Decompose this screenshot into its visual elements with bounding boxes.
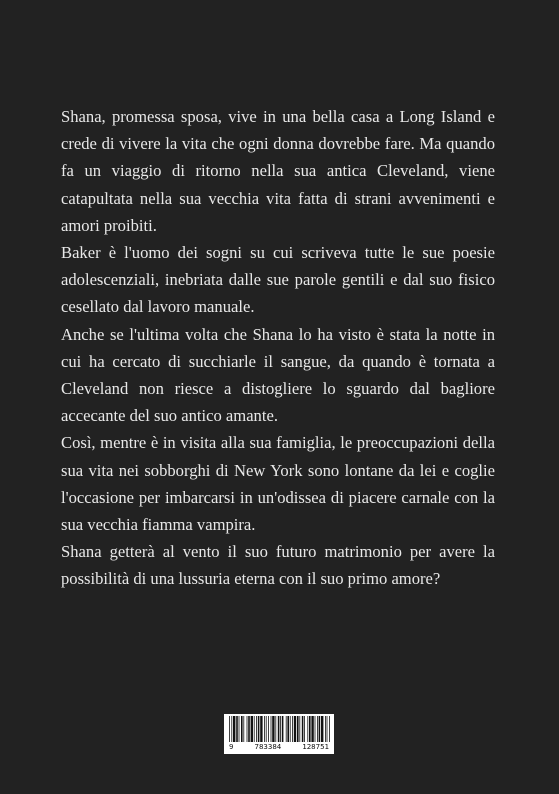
barcode-bar xyxy=(294,716,296,742)
blurb-paragraph-4: Così, mentre è in visita alla sua famiglia, le preoccupazioni della sua vita nei sobborghi di New York sono lontane da lei e coglie l'occasione per imbarcarsi in un'odissea di piacere carnale con la sua vecchia fiamma vampira. xyxy=(61,433,495,535)
barcode-bars xyxy=(227,716,331,742)
barcode-bar xyxy=(272,716,274,742)
barcode-bar xyxy=(241,716,243,742)
barcode-bar xyxy=(231,716,232,742)
barcode-bar xyxy=(239,716,240,742)
barcode-bar xyxy=(307,716,308,742)
barcode-bar xyxy=(329,716,330,742)
barcode-bar xyxy=(229,716,230,742)
barcode-digit-group-2: 128751 xyxy=(302,742,329,751)
barcode-bar xyxy=(321,716,323,742)
barcode-bar xyxy=(319,716,321,742)
barcode-bar xyxy=(304,716,305,742)
blurb-paragraph-3: Anche se l'ultima volta che Shana lo ha visto è stata la notte in cui ha cercato di succhiarle il sangue, da quando è tornata a Cleveland non riesce a distogliere lo sguardo dal bagliore accecante del suo antico amante. xyxy=(61,324,495,426)
barcode-bar xyxy=(251,716,253,742)
barcode-bar xyxy=(256,716,257,742)
barcode-bar xyxy=(233,716,235,742)
barcode-bar xyxy=(243,716,244,742)
barcode-bar xyxy=(278,716,280,742)
barcode-bar xyxy=(236,716,238,742)
barcode-digit-group-1: 783384 xyxy=(254,742,282,751)
barcode-bar xyxy=(325,716,326,742)
barcode-bar xyxy=(271,716,272,742)
barcode-bar xyxy=(264,716,265,742)
barcode-bar xyxy=(266,716,267,742)
barcode-bar xyxy=(247,716,248,742)
barcode-bar xyxy=(309,716,311,742)
barcode-bar xyxy=(317,716,318,742)
blurb-paragraph-1: Shana, promessa sposa, vive in una bella casa a Long Island e crede di vivere la vita che ogni donna dovrebbe fare. Ma quando fa un viaggio di ritorno nella sua antica Cleveland, viene catapultata nella sua vecchia vita fatta di strani avvenimenti e amori proibiti. xyxy=(61,107,495,235)
blurb-paragraph-5: Shana getterà al vento il suo futuro matrimonio per avere la possibilità di una lussuria eterna con il suo primo amore? xyxy=(61,542,495,589)
barcode-bar xyxy=(302,716,304,742)
barcode-bar xyxy=(260,716,262,742)
barcode-bar xyxy=(311,716,313,742)
barcode-bar xyxy=(268,716,269,742)
barcode-bar xyxy=(248,716,250,742)
blurb-text xyxy=(61,103,495,593)
barcode-bar xyxy=(299,716,300,742)
barcode-bar xyxy=(290,716,291,742)
barcode-bar xyxy=(275,716,276,742)
isbn-barcode xyxy=(224,714,334,754)
barcode-bar xyxy=(315,716,316,742)
barcode-digit-first: 9 xyxy=(229,742,234,751)
barcode-bar xyxy=(297,716,299,742)
barcode-bar xyxy=(258,716,260,742)
barcode-bar xyxy=(280,716,281,742)
barcode-bar xyxy=(292,716,293,742)
barcode-bar xyxy=(286,716,287,742)
barcode-bar xyxy=(327,716,328,742)
barcode-bar xyxy=(254,716,255,742)
barcode-bar xyxy=(282,716,284,742)
barcode-digits xyxy=(227,742,331,752)
barcode-bar xyxy=(287,716,289,742)
blurb-paragraph-2: Baker è l'uomo dei sogni su cui scriveva tutte le sue poesie adolescenziali, inebriata dalle sue parole gentili e dal suo fisico cesellato dal lavoro manuale. xyxy=(61,243,495,317)
